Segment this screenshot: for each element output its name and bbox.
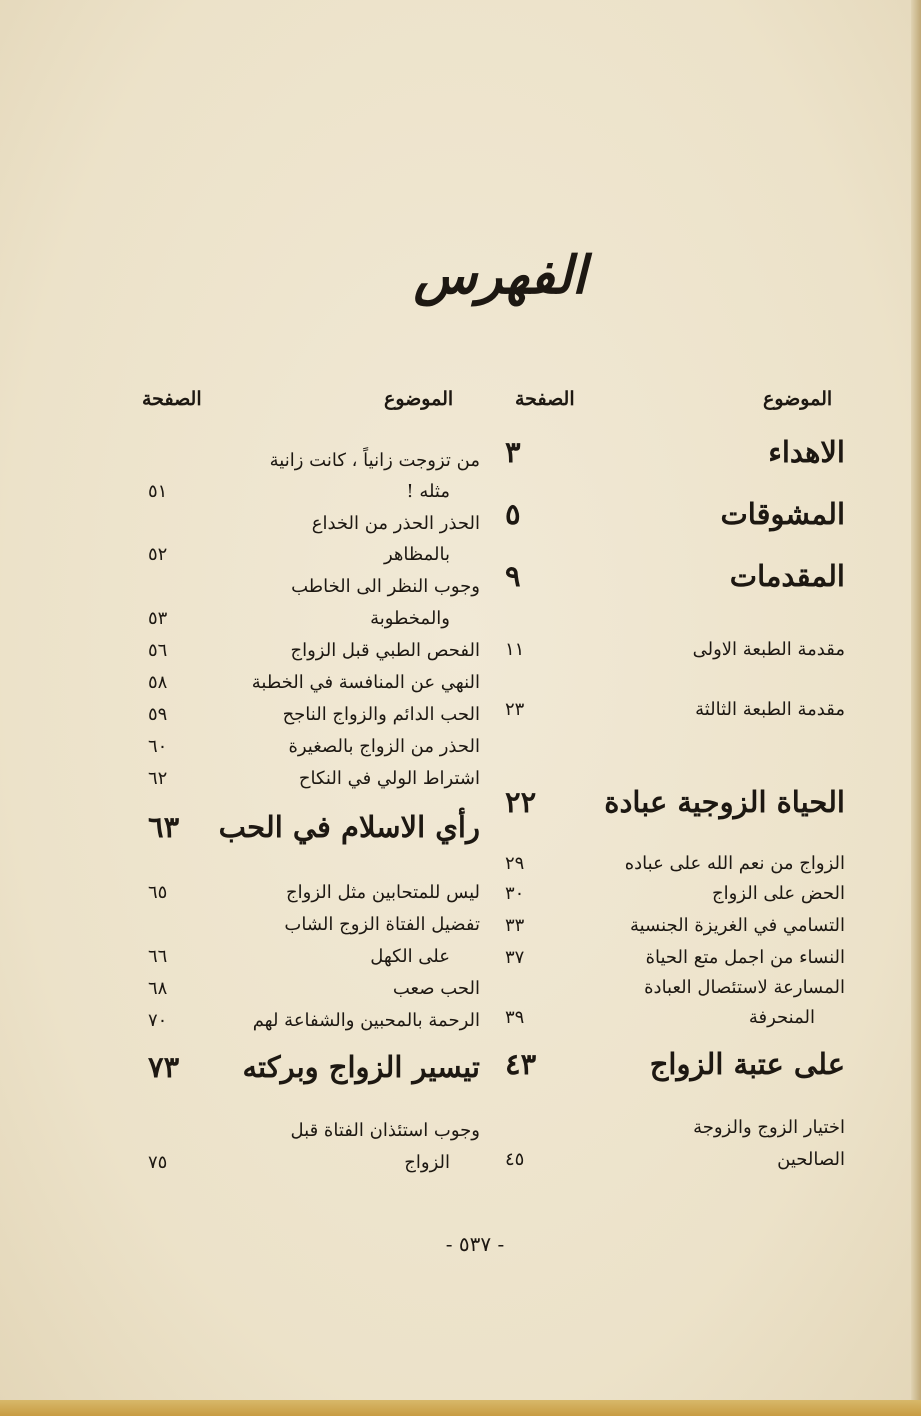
left-col-page-header: الصفحة xyxy=(142,388,202,410)
toc-entry-page: ٦٣ xyxy=(148,810,180,844)
toc-entry-title: والمخطوبة xyxy=(370,608,450,629)
page-title: الفهرس xyxy=(413,245,587,306)
toc-entry xyxy=(505,497,845,559)
toc-entry xyxy=(505,915,845,947)
toc-entry xyxy=(505,785,845,853)
toc-entry-title: وجوب استئذان الفتاة قبل xyxy=(290,1120,480,1141)
toc-entry-page: ٤٣ xyxy=(505,1047,537,1081)
toc-entry-page: ٥٨ xyxy=(148,672,168,693)
toc-entry-title: المشوقات xyxy=(720,497,845,531)
toc-entry xyxy=(148,513,480,544)
toc-entry-title: الحب الدائم والزواج الناجح xyxy=(282,704,480,725)
toc-entry-title: الاهداء xyxy=(768,435,845,469)
toc-entry-title: الحب صعب xyxy=(392,978,480,999)
toc-entry xyxy=(505,947,845,977)
toc-entry-title: الحذر الحذر من الخداع xyxy=(311,513,480,534)
toc-entry-title: رأي الاسلام في الحب xyxy=(218,810,480,844)
toc-entry-title: الزواج xyxy=(404,1152,450,1173)
toc-entry xyxy=(148,1120,480,1152)
toc-entry-page: ٣٩ xyxy=(505,1007,525,1028)
toc-entry-title: تفضيل الفتاة الزوج الشاب xyxy=(284,914,480,935)
toc-entry-page: ٥٩ xyxy=(148,704,168,725)
toc-entry xyxy=(505,699,845,785)
toc-entry xyxy=(148,704,480,736)
toc-entry-title: الحذر من الزواج بالصغيرة xyxy=(288,736,480,757)
toc-entry-page: ٧٣ xyxy=(148,1050,180,1084)
toc-entry xyxy=(148,640,480,672)
toc-entry-title: المسارعة لاستئصال العبادة xyxy=(644,977,845,998)
toc-entry xyxy=(148,1042,480,1120)
toc-entry-title: على عتبة الزواج xyxy=(649,1047,845,1081)
toc-entry-page: ٧٠ xyxy=(148,1010,168,1031)
toc-entry-title: اشتراط الولي في النكاح xyxy=(298,768,480,789)
toc-entry-title: المنحرفة xyxy=(748,1007,815,1028)
toc-entry-page: ٣٧ xyxy=(505,947,525,968)
toc-entry xyxy=(148,736,480,768)
left-col-topic-header: الموضوع xyxy=(384,388,454,410)
toc-entry-title: على الكهل xyxy=(370,946,450,967)
toc-entry-title: المقدمات xyxy=(729,559,845,593)
toc-entry xyxy=(505,883,845,915)
toc-entry-title: مثله ! xyxy=(406,481,450,502)
toc-entry-page: ٦٥ xyxy=(148,882,168,903)
toc-entry xyxy=(148,1152,480,1184)
toc-entry xyxy=(505,639,845,699)
toc-entry-page: ٦٠ xyxy=(148,736,168,757)
toc-entry-page: ٦٨ xyxy=(148,978,168,999)
toc-entry xyxy=(148,576,480,608)
toc-entry xyxy=(148,672,480,704)
toc-entry-title: الصالحين xyxy=(777,1149,845,1170)
toc-entry-title: الحياة الزوجية عبادة xyxy=(604,785,845,819)
toc-entry-page: ٦٦ xyxy=(148,946,168,967)
toc-entry-title: النهي عن المنافسة في الخطبة xyxy=(251,672,480,693)
toc-entry-title: بالمظاهر xyxy=(383,544,450,565)
toc-entry-title: اختيار الزوج والزوجة xyxy=(693,1117,845,1138)
toc-entry-page: ٢٢ xyxy=(505,785,537,819)
toc-entry-title: الرحمة بالمحبين والشفاعة لهم xyxy=(252,1010,480,1031)
toc-entry-title: النساء من اجمل متع الحياة xyxy=(645,947,845,968)
toc-entry-page: ٢٣ xyxy=(505,699,525,720)
toc-entry xyxy=(505,1007,845,1047)
toc-entry-page: ٥٦ xyxy=(148,640,168,661)
toc-entry xyxy=(505,435,845,497)
right-col-topic-header: الموضوع xyxy=(763,388,833,410)
toc-entry-page: ٣٣ xyxy=(505,915,525,936)
toc-entry xyxy=(505,559,845,639)
toc-entry xyxy=(505,1047,845,1117)
toc-entry xyxy=(148,800,480,882)
toc-entry-title: الزواج من نعم الله على عباده xyxy=(624,853,845,874)
toc-entry xyxy=(148,544,480,576)
toc-entry xyxy=(148,481,480,513)
page-edge-right xyxy=(911,0,921,1416)
toc-entry-title: الفحص الطبي قبل الزواج xyxy=(290,640,480,661)
toc-entry-page: ٥٢ xyxy=(148,544,168,565)
toc-entry-page: ٥٣ xyxy=(148,608,168,629)
toc-entry-page: ٢٩ xyxy=(505,853,525,874)
toc-entry xyxy=(148,1010,480,1042)
toc-entry-page: ٣٠ xyxy=(505,883,525,904)
toc-entry xyxy=(505,977,845,1007)
toc-entry xyxy=(148,946,480,978)
toc-entry-title: تيسير الزواج وبركته xyxy=(242,1050,480,1084)
toc-entry xyxy=(148,450,480,481)
toc-entry-page: ٥١ xyxy=(148,481,168,502)
toc-entry-page: ٣ xyxy=(505,435,521,469)
toc-entry-page: ٧٥ xyxy=(148,1152,168,1173)
toc-entry-title: مقدمة الطبعة الثالثة xyxy=(695,699,845,720)
toc-entry-page: ٩ xyxy=(505,559,521,593)
toc-entry xyxy=(505,853,845,883)
toc-entry xyxy=(148,914,480,946)
toc-entry-title: مقدمة الطبعة الاولى xyxy=(692,639,845,660)
toc-entry-page: ٤٥ xyxy=(505,1149,525,1170)
right-column xyxy=(505,435,845,1181)
right-col-page-header: الصفحة xyxy=(515,388,575,410)
toc-entry xyxy=(148,978,480,1010)
toc-entry-page: ٥ xyxy=(505,497,521,531)
toc-entry xyxy=(148,608,480,640)
toc-entry-title: ليس للمتحابين مثل الزواج xyxy=(286,882,480,903)
toc-entry-title: الحض على الزواج xyxy=(711,883,845,904)
toc-entry xyxy=(505,1149,845,1181)
toc-entry xyxy=(505,1117,845,1149)
page-number: - ٥٣٧ - xyxy=(445,1232,505,1256)
toc-entry-title: من تزوجت زانياً ، كانت زانية xyxy=(269,450,480,471)
toc-entry-title: وجوب النظر الى الخاطب xyxy=(291,576,480,597)
toc-entry xyxy=(148,768,480,800)
toc-entry-page: ١١ xyxy=(505,639,525,660)
page-edge-bottom xyxy=(0,1400,921,1416)
toc-entry xyxy=(148,882,480,914)
left-column xyxy=(148,450,480,1184)
toc-entry-page: ٦٢ xyxy=(148,768,168,789)
toc-entry-title: التسامي في الغريزة الجنسية xyxy=(629,915,845,936)
